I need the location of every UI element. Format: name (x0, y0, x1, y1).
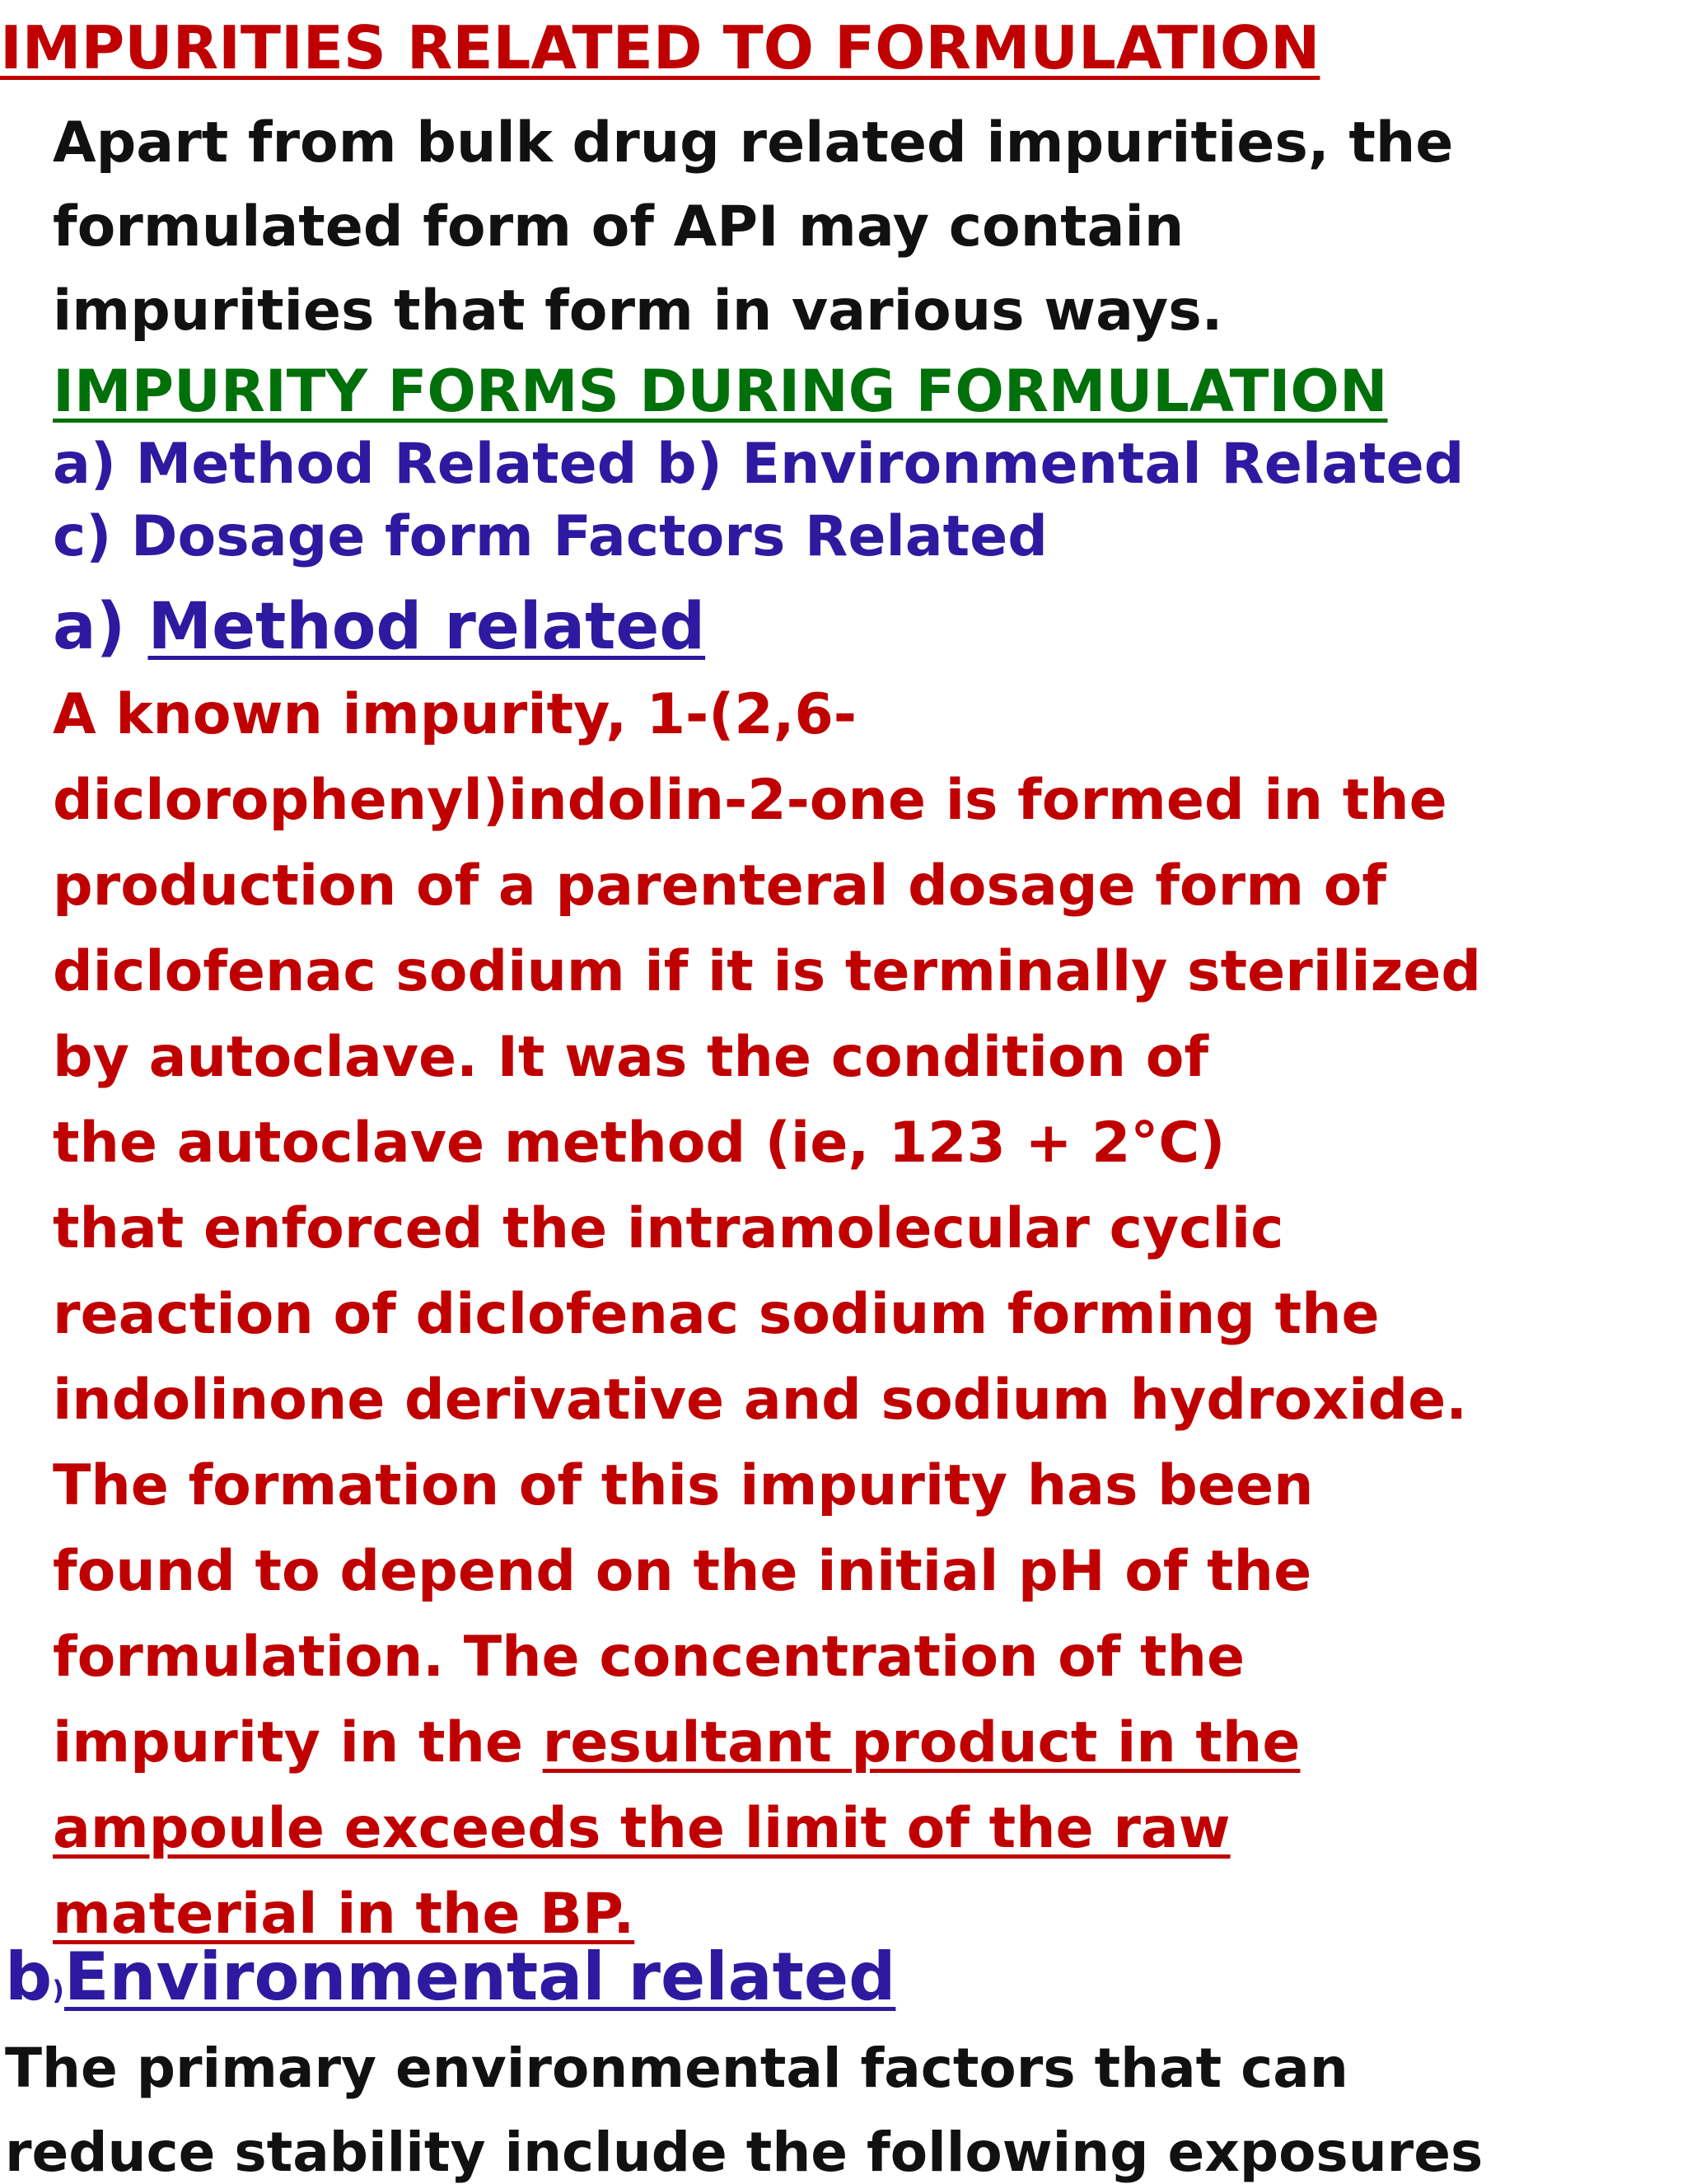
section-b-paren: ) (52, 1975, 64, 2006)
section-a-line-8: reaction of diclofenac sodium forming the (53, 1282, 1380, 1347)
section-a-line-6: the autoclave method (ie, 123 + 2°C) (53, 1111, 1226, 1176)
section-a-line-12: formulation. The concentration of the (53, 1625, 1245, 1690)
forms-line-2: c) Dosage form Factors Related (53, 504, 1048, 569)
section-a-line-3: production of a parenteral dosage form of (53, 853, 1387, 919)
section-a-line-4: diclofenac sodium if it is terminally sterilized (53, 939, 1482, 1004)
section-a-line-13-plain: impurity in the (53, 1710, 543, 1775)
section-a-line-14: ampoule exceeds the limit of the raw (53, 1796, 1231, 1861)
section-b-heading (5, 1938, 896, 2015)
section-a-line-10: The formation of this impurity has been (53, 1453, 1314, 1518)
section-a-title: Method related (147, 590, 706, 664)
section-a-line-13-underlined: resultant product in the (542, 1710, 1301, 1775)
intro-line-3: impurities that form in various ways. (53, 278, 1223, 344)
section-b-title: Environmental related (63, 1938, 896, 2015)
page-title: IMPURITIES RELATED TO FORMULATION (0, 13, 1320, 82)
section-a-line-2: diclorophenyl)indolin-2-one is formed in the (53, 768, 1447, 833)
intro-line-1 (53, 110, 1454, 175)
section-a-line-5: by autoclave. It was the condition of (53, 1025, 1209, 1090)
section-b-letter: b (5, 1938, 53, 2015)
section-b-line-2: reduce stability include the following exposures (5, 2121, 1484, 2184)
section-a-line-7: that enforced the intramolecular cyclic (53, 1196, 1284, 1261)
section-a-line-13 (53, 1710, 1301, 1775)
section-b-line-1: The primary environmental factors that can (5, 2037, 1348, 2100)
section-a-line-11: found to depend on the initial pH of the (53, 1539, 1312, 1604)
section-a-line-15: material in the BP. (53, 1882, 635, 1947)
intro-text-1: Apart from bulk drug related impurities, the (53, 110, 1454, 175)
intro-line-2: formulated form of API may contain (53, 194, 1185, 260)
section-a-heading (53, 590, 706, 664)
forms-line-1: a) Method Related b) Environmental Related (53, 432, 1465, 497)
section-a-line-9: indolinone derivative and sodium hydroxide. (53, 1368, 1468, 1433)
section-a-line-1: A known impurity, 1-(2,6- (53, 682, 858, 747)
forms-heading: IMPURITY FORMS DURING FORMULATION (53, 358, 1388, 425)
section-a-prefix: a) (53, 590, 148, 664)
